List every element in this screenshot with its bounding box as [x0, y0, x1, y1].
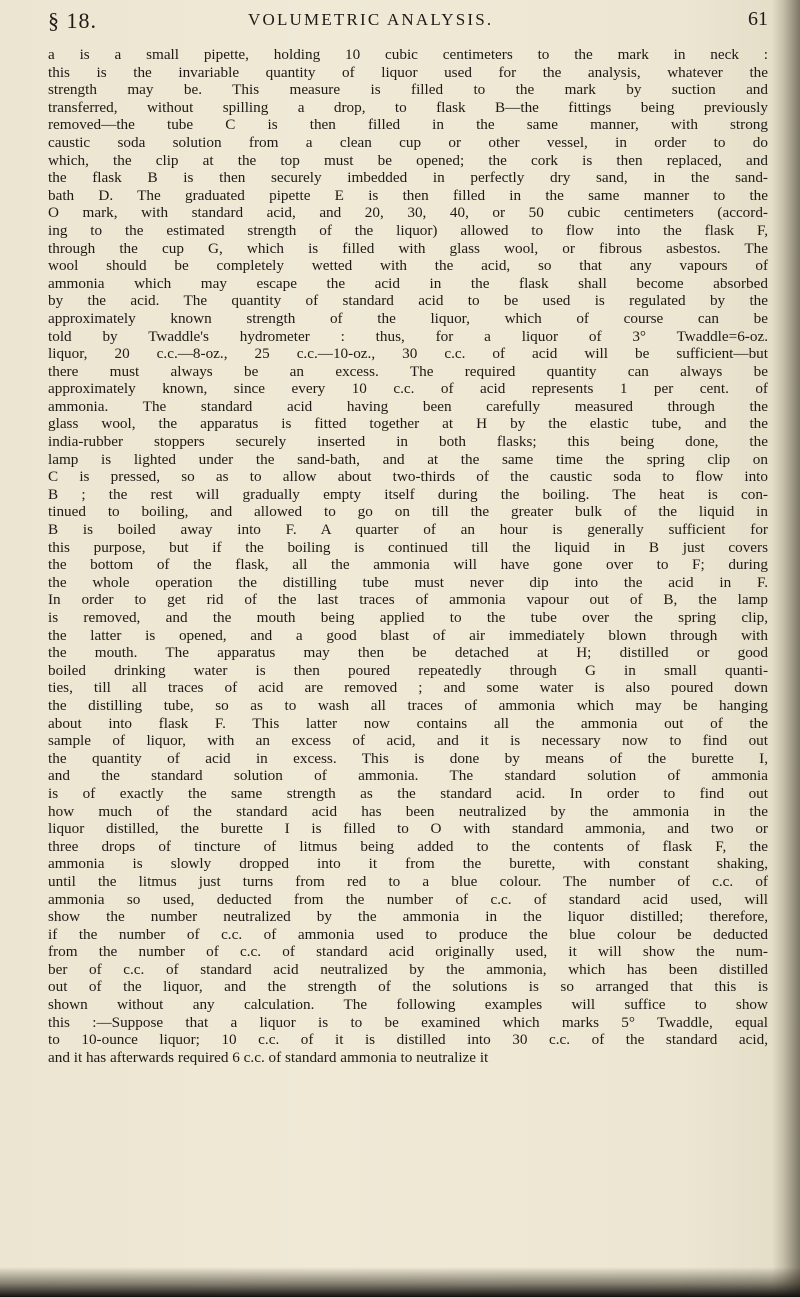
text-line: how much of the standard acid has been neutralized by the ammonia in the	[48, 802, 768, 820]
text-line: out of the liquor, and the strength of the solutions is so arranged that this is	[48, 978, 768, 996]
text-line: liquor, 20 c.c.—8-oz., 25 c.c.—10-oz., 30 c.c. of acid will be sufficient—but	[48, 345, 768, 363]
text-line: by the acid. The quantity of standard acid to be used is regulated by the	[48, 292, 768, 310]
text-line: ammonia is slowly dropped into it from the burette, with constant shaking,	[48, 855, 768, 873]
text-line: sample of liquor, with an excess of acid, and it is necessary now to find out	[48, 732, 768, 750]
text-line: is of exactly the same strength as the standard acid. In order to find out	[48, 784, 768, 802]
text-line: lamp is lighted under the sand-bath, and at the same time the spring clip on	[48, 450, 768, 468]
text-line: and it has afterwards required 6 c.c. of standard ammonia to neutralize it	[48, 1048, 489, 1066]
text-line: about into flask F. This latter now contains all the ammonia out of the	[48, 714, 768, 732]
text-line: the quantity of acid in excess. This is done by means of the burette I,	[48, 749, 768, 767]
text-line: removed—the tube C is then filled in the same manner, with strong	[48, 116, 768, 134]
text-line: B ; the rest will gradually empty itself during the boiling. The heat is con-	[48, 485, 768, 503]
running-title: VOLUMETRIC ANALYSIS.	[248, 10, 494, 29]
text-line: from the number of c.c. of standard acid originally used, it will show the num-	[48, 943, 768, 961]
body-paragraph	[48, 46, 768, 1066]
text-line: the flask B is then securely imbedded in perfectly dry sand, in the sand-	[48, 169, 768, 187]
text-line: ammonia so used, deducted from the number of c.c. of standard acid used, will	[48, 890, 768, 908]
text-line: boiled drinking water is then poured repeatedly through G in small quanti-	[48, 661, 768, 679]
text-line: this :—Suppose that a liquor is to be examined which marks 5° Twaddle, equal	[48, 1013, 768, 1031]
text-line: In order to get rid of the last traces of ammonia vapour out of B, the lamp	[48, 591, 768, 609]
text-line: O mark, with standard acid, and 20, 30, 40, or 50 cubic centimeters (accord-	[48, 204, 768, 222]
text-line: ber of c.c. of standard acid neutralized by the ammonia, which has been distilled	[48, 960, 768, 978]
text-line: ammonia which may escape the acid in the flask shall become absorbed	[48, 274, 768, 292]
text-line: C is pressed, so as to allow about two-thirds of the caustic soda to flow into	[48, 468, 768, 486]
text-line: ties, till all traces of acid are removed ; and some water is also poured down	[48, 679, 768, 697]
text-line: ammonia. The standard acid having been carefully measured through the	[48, 397, 768, 415]
text-line: show the number neutralized by the ammonia in the liquor distilled; therefore,	[48, 908, 768, 926]
text-line: which, the clip at the top must be opened; the cork is then replaced, and	[48, 151, 768, 169]
text-line: the whole operation the distilling tube must never dip into the acid in F.	[48, 573, 768, 591]
text-line: is removed, and the mouth being applied to the tube over the spring clip,	[48, 609, 768, 626]
text-line: the distilling tube, so as to wash all traces of ammonia which may be hanging	[48, 696, 768, 714]
section-number: § 18.	[48, 8, 97, 33]
text-line: strength may be. This measure is filled to the mark by suction and	[48, 81, 768, 99]
text-line: bath D. The graduated pipette E is then filled in the same manner to the	[48, 186, 768, 204]
text-line: until the litmus just turns from red to a blue colour. The number of c.c. of	[48, 872, 768, 890]
text-line: if the number of c.c. of ammonia used to produce the blue colour be deducted	[48, 925, 768, 943]
text-line: told by Twaddle's hydrometer : thus, for a liquor of 3° Twaddle=6-oz.	[48, 327, 768, 345]
text-line: ing to the estimated strength of the liquor) allowed to flow into the flask F,	[48, 221, 768, 239]
text-line: approximately known, since every 10 c.c. of acid represents 1 per cent. of	[48, 380, 768, 398]
text-line: this is the invariable quantity of liquor used for the analysis, whatever the	[48, 63, 768, 81]
page-number: 61	[748, 8, 768, 30]
text-line: wool should be completely wetted with the acid, so that any vapours of	[48, 257, 768, 275]
text-line: and the standard solution of ammonia. The standard solution of ammonia	[48, 767, 768, 785]
text-line: through the cup G, which is filled with glass wool, or fibrous asbestos. The	[48, 239, 768, 257]
text-line: transferred, without spilling a drop, to flask B—the fittings being previously	[48, 98, 768, 116]
text-line: caustic soda solution from a clean cup or other vessel, in order to do	[48, 133, 768, 151]
page-header	[48, 8, 768, 38]
text-line: to 10-ounce liquor; 10 c.c. of it is distilled into 30 c.c. of the standard acid,	[48, 1031, 768, 1049]
text-line: there must always be an excess. The required quantity can always be	[48, 362, 768, 380]
text-line: three drops of tincture of litmus being added to the contents of flask F, the	[48, 837, 768, 855]
page-gutter-shadow	[772, 0, 800, 1297]
text-line: the latter is opened, and a good blast of air immediately blown through with	[48, 626, 768, 644]
text-line: the bottom of the flask, all the ammonia will have gone over to F; during	[48, 556, 768, 574]
text-line: the mouth. The apparatus may then be detached at H; distilled or good	[48, 644, 768, 662]
page-bottom-edge	[0, 1267, 800, 1297]
text-line: liquor distilled, the burette I is filled to O with standard ammonia, and two or	[48, 820, 768, 838]
text-line: india-rubber stoppers securely inserted in both flasks; this being done, the	[48, 433, 768, 451]
text-line: a is a small pipette, holding 10 cubic centimeters to the mark in neck :	[48, 46, 768, 63]
text-line: tinued to boiling, and allowed to go on till the greater bulk of the liquid in	[48, 503, 768, 521]
text-line: approximately known strength of the liquor, which of course can be	[48, 309, 768, 327]
text-line: this purpose, but if the boiling is continued till the liquid in B just covers	[48, 538, 768, 556]
text-line: B is boiled away into F. A quarter of an hour is generally sufficient for	[48, 521, 768, 539]
text-line: glass wool, the apparatus is fitted together at H by the elastic tube, and the	[48, 415, 768, 433]
text-line: shown without any calculation. The following examples will suffice to show	[48, 996, 768, 1014]
